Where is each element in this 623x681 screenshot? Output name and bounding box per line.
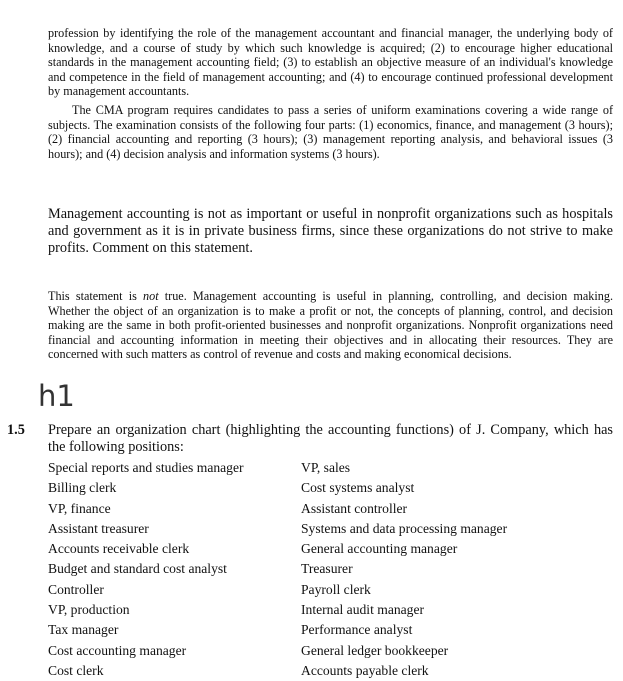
intro-paragraph-2: The CMA program requires candidates to pass a series of uniform examinations covering a wide range of subjects. The examination consists of the following four parts: (1) economics, finance, and management (3 hours); (2) financial accounting and reporting (3 hours); (3) management reporting analysis, and behavioral issues (3 hours); and (4) decision analysis and information systems (3 hours). xyxy=(48,103,613,161)
position-item: Assistant controller xyxy=(301,500,408,516)
position-item: Cost accounting manager xyxy=(48,642,187,658)
position-item: Cost systems analyst xyxy=(301,480,415,496)
answer-text xyxy=(48,289,613,362)
positions-list-right xyxy=(301,458,507,681)
position-item: Special reports and studies manager xyxy=(48,460,244,475)
problem-number: 1.5 xyxy=(7,422,25,438)
answer-emphasis: not xyxy=(143,289,159,303)
position-item: Assistant treasurer xyxy=(48,520,149,536)
position-item: Budget and standard cost analyst xyxy=(48,561,227,577)
position-item: Payroll clerk xyxy=(301,581,371,597)
position-item: Accounts receivable clerk xyxy=(48,541,190,557)
position-item: Internal audit manager xyxy=(301,602,425,618)
position-item: Systems and data processing manager xyxy=(301,520,508,536)
intro-paragraph-1: profession by identifying the role of the management accountant and financial manager, the underlying body of knowledge, and a course of study by which such knowledge is acquired; (2) to encourage higher educational standards in the management accounting field; (3) to establish an objective measure of an individual's knowledge and competence in the field of management accounting; and (4) to encourage continued professional development by management accountants. xyxy=(48,26,613,99)
answer-rest: true. Management accounting is useful in planning, controlling, and decision making. Whether the object of an organization is to make a profit or not, the concepts of planning, control, and decision making are the same in both profit-oriented businesses and nonprofit organizations. Nonprofit organizations need financial and accounting information in meeting their objectives and in allocating their resources. They are concerned with such matters as control of revenue and costs and making economical decisions. xyxy=(48,289,613,362)
position-item: General accounting manager xyxy=(301,541,458,557)
position-item: Accounts payable clerk xyxy=(301,662,429,678)
overlay-heading-label: h1 xyxy=(38,379,75,413)
position-item: VP, production xyxy=(48,602,130,618)
position-item: VP, sales xyxy=(301,460,351,475)
position-item: VP, finance xyxy=(48,500,111,516)
position-item: Billing clerk xyxy=(48,480,117,496)
position-item: General ledger bookkeeper xyxy=(301,642,449,658)
problem-text: Prepare an organization chart (highlighting the accounting functions) of J. Company, which has the following positions: xyxy=(48,422,613,455)
position-item: Controller xyxy=(48,581,104,597)
answer-lead: This statement is xyxy=(48,289,144,303)
positions-list-left xyxy=(48,458,244,681)
position-item: Cost clerk xyxy=(48,662,104,678)
question-text: Management accounting is not as important or useful in nonprofit organizations such as hospitals and government as it is in private business firms, since these organizations do not strive to make profits. Comment on this statement. xyxy=(48,206,613,256)
position-item: Tax manager xyxy=(48,622,119,638)
position-item: Treasurer xyxy=(301,561,353,577)
position-item: Performance analyst xyxy=(301,622,413,638)
